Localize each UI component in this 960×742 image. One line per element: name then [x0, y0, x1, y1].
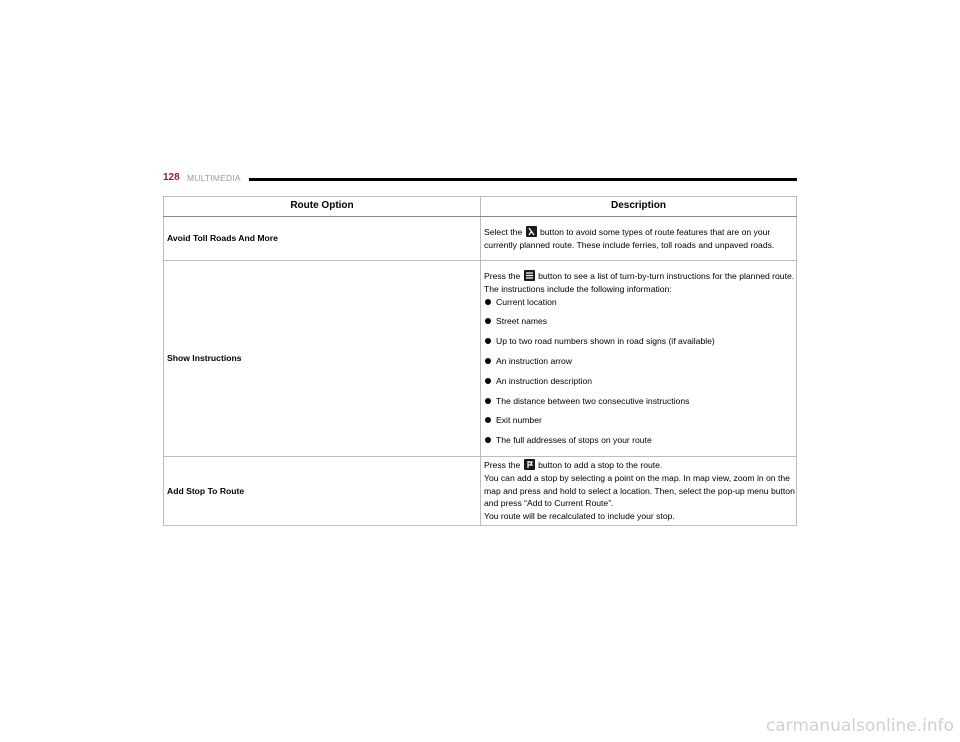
- description-line: You route will be recalculated to include your stop.: [484, 511, 675, 522]
- list-item: Street names: [484, 315, 796, 328]
- list-item: The distance between two consecutive instructions: [484, 395, 796, 408]
- page-header: [163, 172, 797, 186]
- route-option-cell: Show Instructions: [164, 261, 481, 457]
- list-item: Exit number: [484, 414, 796, 427]
- list-item: An instruction description: [484, 375, 796, 388]
- section-title: MULTIMEDIA: [187, 173, 241, 183]
- list-item: The full addresses of stops on your route: [484, 434, 796, 447]
- list-item: Up to two road numbers shown in road signs (if available): [484, 335, 796, 348]
- table-row: [164, 217, 797, 261]
- table-row: [164, 261, 797, 457]
- column-header-route-option: Route Option: [164, 197, 481, 217]
- route-option-cell: Add Stop To Route: [164, 457, 481, 526]
- description-line: The instructions include the following information:: [484, 283, 672, 294]
- table-header-row: [164, 197, 797, 217]
- watermark: carmanualsonline.info: [765, 716, 954, 736]
- route-options-table: [163, 196, 797, 526]
- description-line: You can add a stop by selecting a point on the map. In map view, zoom in on the map and press and hold to select a location. Then, select the pop-up menu button and press “Add to Current Route”.: [484, 472, 795, 509]
- list-item: An instruction arrow: [484, 355, 796, 368]
- description-cell: Press the button to add a stop to the route. You can add a stop by selecting a point on the map. In map view, zoom in on the map and press and hold to select a location. Then, select the pop-up menu button and press “Add to Current Route”. You route will be recalculated to include your stop.: [481, 457, 797, 526]
- page-number: 128: [163, 172, 180, 183]
- description-cell: Press the button to see a list of turn-by-turn instructions for the planned route. The instructions include the following information: Current location Street names Up to two road numbers shown in road signs (if available) An instruction arrow An instruction description The distance between two consecutive instructions Exit number The full addresses of stops on your route: [481, 261, 797, 457]
- table-row: [164, 457, 797, 526]
- instructions-list-icon: [524, 270, 535, 281]
- route-option-cell: Avoid Toll Roads And More: [164, 217, 481, 261]
- avoid-route-icon: [526, 226, 537, 237]
- column-header-description: Description: [481, 197, 797, 217]
- instruction-info-list: [484, 296, 796, 447]
- add-stop-icon: [524, 459, 535, 470]
- header-rule: [249, 178, 797, 181]
- description-cell: Select the button to avoid some types of route features that are on your currently planned route. These include ferries, toll roads and unpaved roads.: [481, 217, 797, 261]
- list-item: Current location: [484, 296, 796, 309]
